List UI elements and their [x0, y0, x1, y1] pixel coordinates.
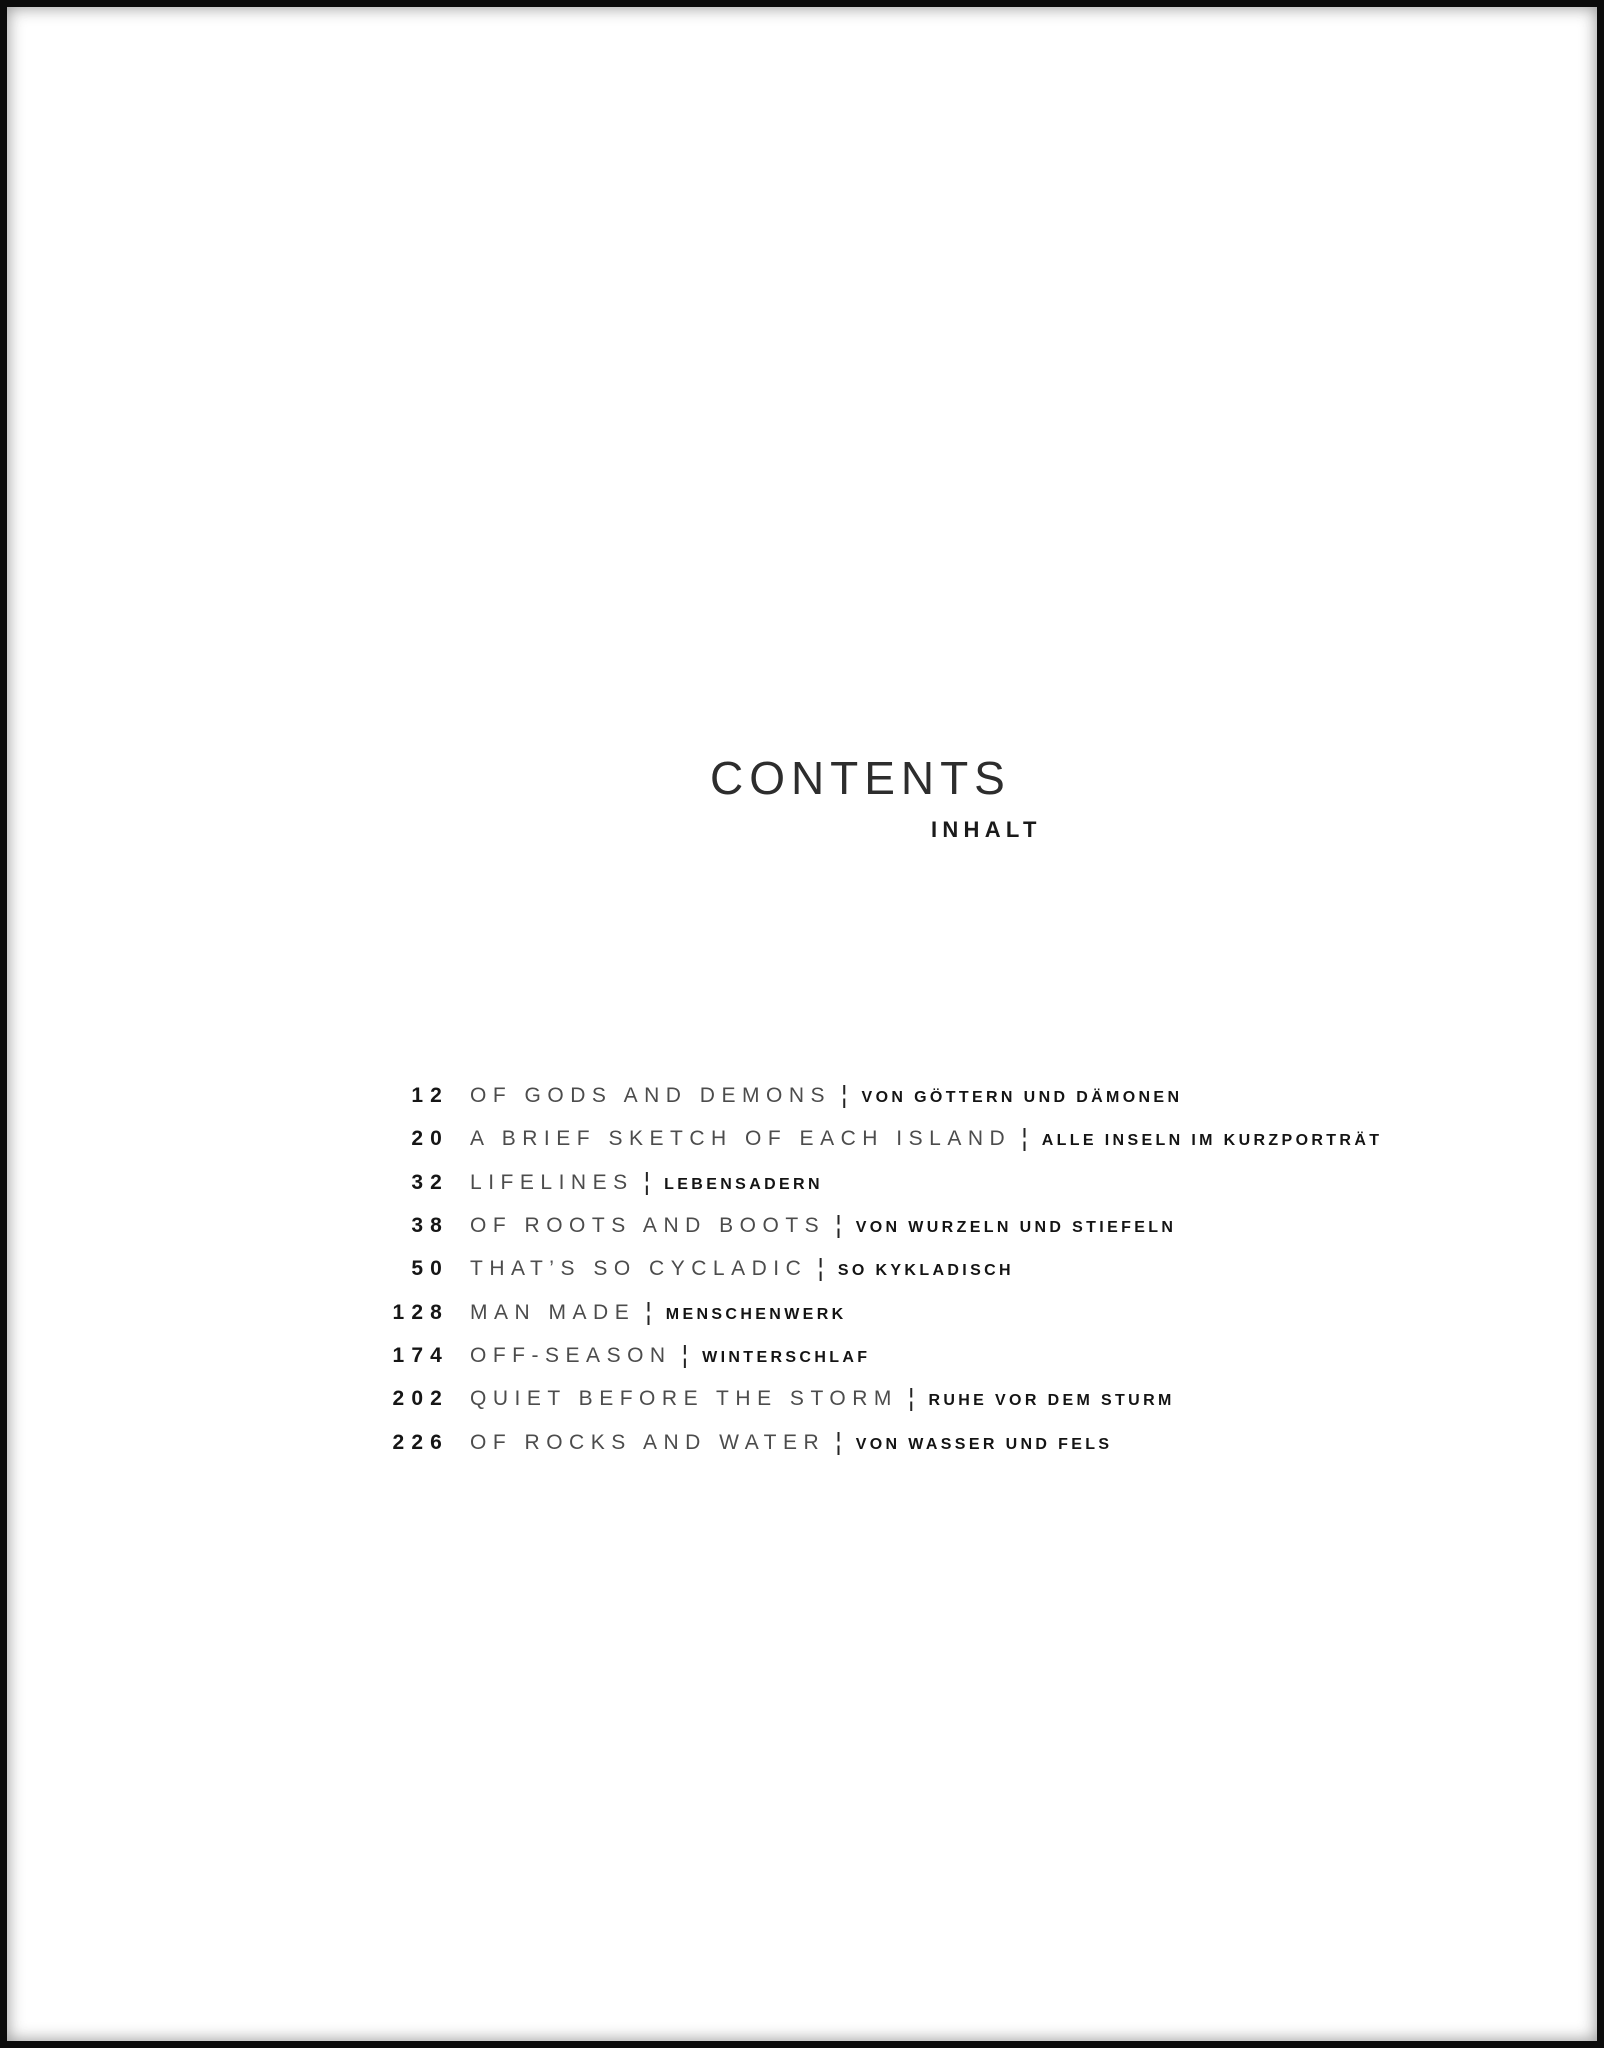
toc-page-number: 12: [411, 1084, 449, 1107]
toc-row: [7, 1291, 1597, 1334]
toc-title-en: OF GODS AND DEMONS: [470, 1084, 832, 1107]
toc-separator: ¦: [817, 1254, 824, 1283]
toc-title-de: SO KYKLADISCH: [837, 1262, 1014, 1280]
toc-title-de: ALLE INSELN IM KURZPORTRÄT: [1041, 1132, 1383, 1150]
toc-row: [7, 1421, 1597, 1464]
toc-title-de: VON WASSER UND FELS: [855, 1435, 1113, 1453]
toc-title-en: OF ROOTS AND BOOTS: [470, 1214, 826, 1238]
toc-page-number: 50: [411, 1257, 449, 1281]
toc-page-number: 38: [411, 1214, 449, 1238]
toc-row: [7, 1074, 1597, 1117]
toc-page-number: 174: [392, 1344, 449, 1368]
page-title: CONTENTS: [710, 752, 1011, 804]
toc-title-en: A BRIEF SKETCH OF EACH ISLAND: [470, 1127, 1012, 1151]
toc-separator: ¦: [907, 1384, 915, 1413]
toc-title-en: OF ROCKS AND WATER: [470, 1430, 826, 1454]
toc-title-en: THAT’S SO CYCLADIC: [470, 1257, 808, 1281]
toc-separator: ¦: [1021, 1124, 1028, 1153]
toc-row: [7, 1377, 1597, 1420]
toc-separator: ¦: [841, 1081, 848, 1109]
toc-row: [7, 1334, 1597, 1377]
toc-page-number: 226: [392, 1430, 449, 1454]
toc-row: [7, 1204, 1597, 1247]
toc-list: [7, 1074, 1597, 1464]
toc-title-de: VON GÖTTERN UND DÄMONEN: [861, 1089, 1183, 1106]
toc-separator: ¦: [681, 1341, 689, 1370]
toc-title-de: LEBENSADERN: [664, 1175, 823, 1193]
toc-title-en: OFF-SEASON: [470, 1344, 672, 1368]
toc-title-de: MENSCHENWERK: [665, 1305, 847, 1323]
toc-title-de: VON WURZELN UND STIEFELN: [855, 1219, 1177, 1237]
toc-separator: ¦: [645, 1297, 652, 1326]
toc-title-de: WINTERSCHLAF: [702, 1349, 871, 1367]
toc-row: [7, 1161, 1597, 1204]
toc-row: [7, 1247, 1597, 1290]
toc-page-number: 20: [411, 1127, 449, 1151]
toc-page-number: 202: [392, 1387, 449, 1411]
page-subtitle: INHALT: [931, 817, 1042, 842]
toc-separator: ¦: [643, 1167, 651, 1196]
contents-heading: [710, 752, 1130, 865]
toc-title-de: RUHE VOR DEM STURM: [928, 1392, 1175, 1410]
toc-title-en: QUIET BEFORE THE STORM: [470, 1387, 898, 1411]
toc-page-number: 32: [411, 1170, 449, 1194]
toc-separator: ¦: [835, 1427, 842, 1456]
toc-row: [7, 1117, 1597, 1160]
toc-title-en: LIFELINES: [470, 1170, 634, 1194]
toc-separator: ¦: [835, 1211, 842, 1240]
toc-title-en: MAN MADE: [470, 1300, 636, 1324]
toc-page-number: 128: [392, 1300, 449, 1324]
